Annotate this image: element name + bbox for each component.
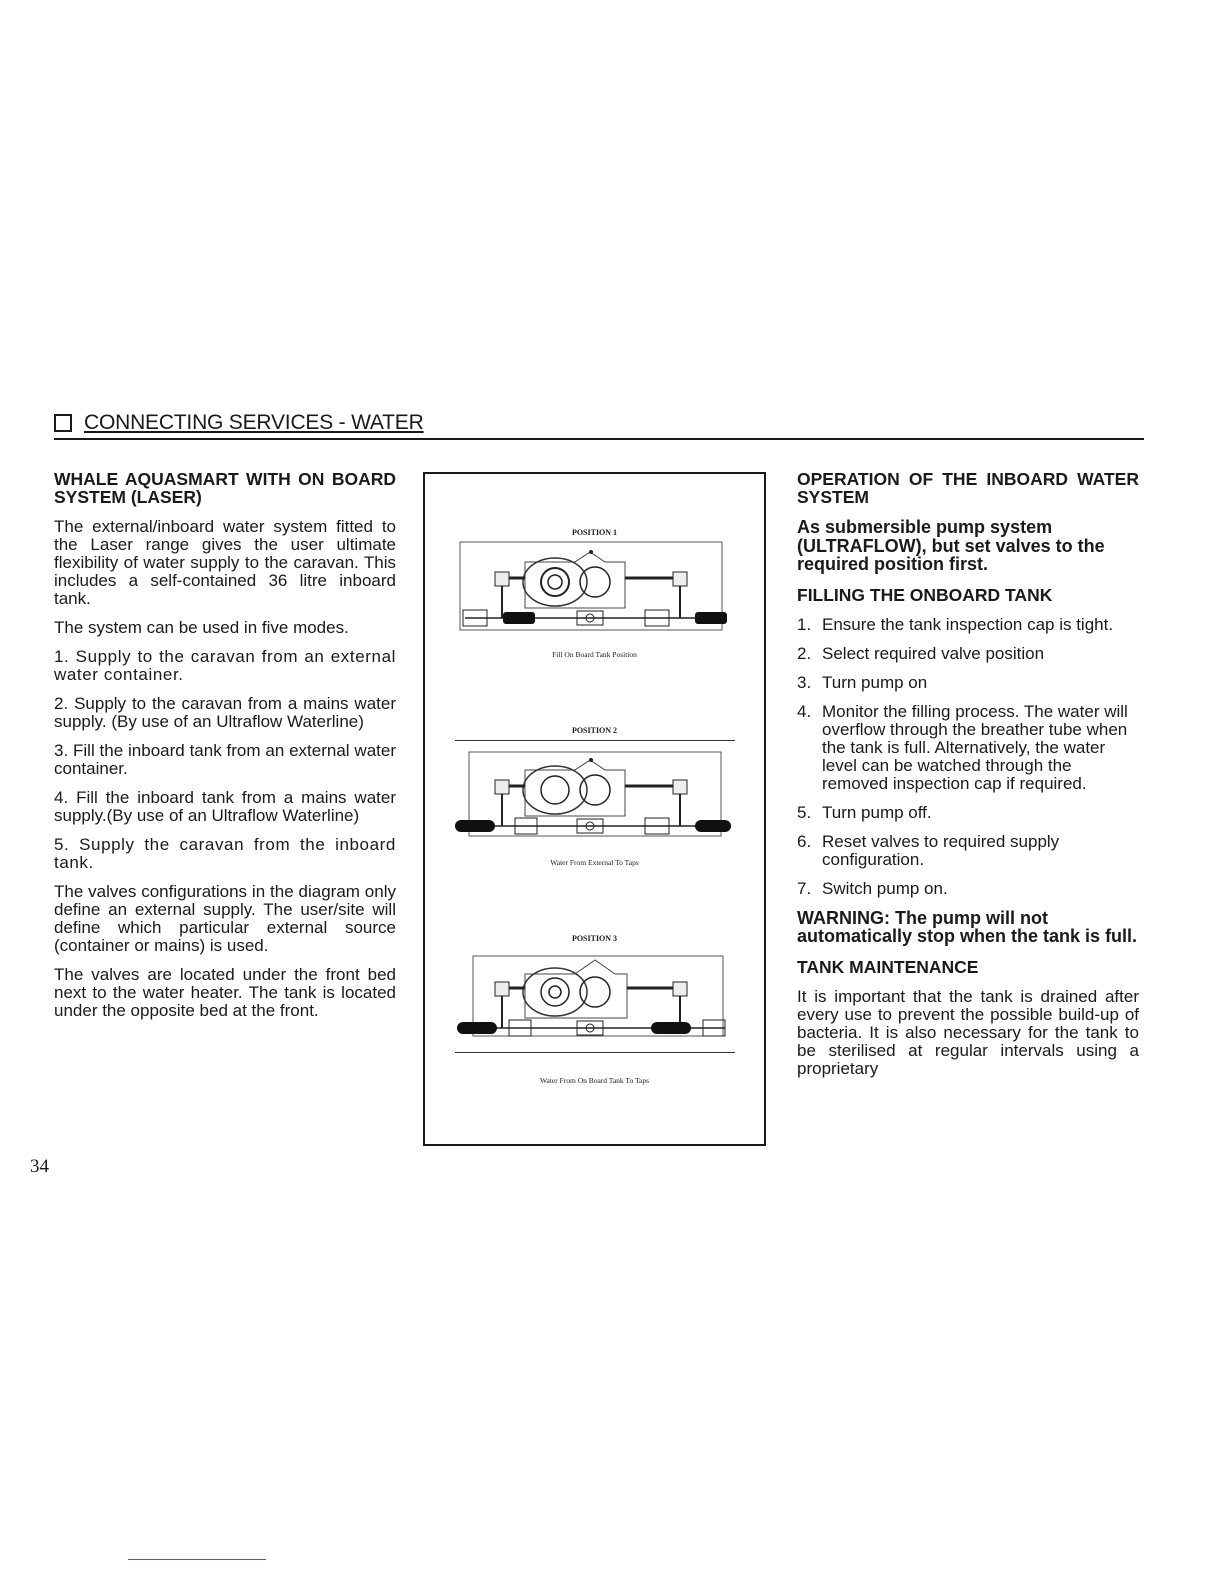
paragraph: The valves are located under the front bed next to the water heater. The tank is located under the opposite bed at the front. [54, 965, 396, 1020]
mode-item: 5. Supply the caravan from the inboard tank. [54, 835, 396, 872]
position-caption: Water From On Board Tank To Taps [539, 1076, 650, 1085]
list-item: 2. Select required valve position [797, 643, 1045, 663]
mode-item: 3. Fill the inboard tank from an external water container. [54, 741, 396, 778]
paragraph: The system can be used in five modes. [54, 618, 349, 637]
filling-heading: FILLING THE ONBOARD TANK [797, 584, 1053, 605]
paragraph: The valves configurations in the diagram only define an external supply. The user/site will define which particular external source (container or mains) is used. [54, 882, 396, 955]
right-heading: OPERATION OF THE INBOARD WATER SYSTEM [797, 469, 1139, 507]
warning-text: WARNING: The pump will not automatically stop when the tank is full. [797, 907, 1138, 946]
valve-diagram-image [455, 950, 735, 1050]
divider [455, 1052, 735, 1053]
mode-item: 2. Supply to the caravan from a mains water supply. (By use of an Ultraflow Waterline) [54, 694, 396, 731]
list-item: 1. Ensure the tank inspection cap is tight. [797, 614, 1114, 634]
position-label: POSITION 3 [571, 934, 618, 943]
position-caption: Water From External To Taps [550, 858, 639, 867]
left-heading: WHALE AQUASMART WITH ON BOARD SYSTEM (LASER) [54, 469, 396, 507]
list-item: 4. Monitor the filling process. The water will overflow through the breather tube when the tank is full. Alternatively, the water level can be watched through the removed inspection cap if required. [797, 701, 1128, 793]
valve-diagram-figure [423, 472, 766, 1146]
position-label: POSITION 2 [571, 726, 618, 735]
valve-diagram-image [455, 538, 735, 638]
list-item: 5. Turn pump off. [797, 802, 932, 822]
maintenance-heading: TANK MAINTENANCE [797, 956, 979, 977]
position-label: POSITION 1 [571, 528, 618, 537]
lead-text: As submersible pump system (ULTRAFLOW), but set valves to the required position first. [797, 517, 1105, 574]
mode-item: 1. Supply to the caravan from an external water container. [54, 647, 396, 684]
section-title: CONNECTING SERVICES - WATER [84, 411, 424, 434]
paragraph: The external/inboard water system fitted to the Laser range gives the user ultimate flexibility of water supply to the caravan. This includes a self-contained 36 litre inboard tank. [54, 517, 396, 608]
list-item: 7. Switch pump on. [797, 878, 948, 898]
filling-steps [797, 616, 1139, 898]
footer-rule [128, 1559, 266, 1560]
left-column [54, 470, 396, 1031]
mode-item: 4. Fill the inboard tank from a mains water supply.(By use of an Ultraflow Waterline) [54, 788, 396, 825]
maintenance-text: It is important that the tank is drained after every use to prevent the possible build-up of bacteria. It is also necessary for the tank to be sterilised at regular intervals using a proprietary [797, 986, 1139, 1078]
page-number: 34 [30, 1156, 49, 1177]
list-item: 6. Reset valves to required supply configuration. [797, 831, 1060, 869]
valve-diagram-image [455, 748, 735, 848]
section-header [54, 412, 1144, 440]
right-column [797, 470, 1139, 1089]
list-item: 3. Turn pump on [797, 672, 928, 692]
divider [455, 740, 735, 741]
checkbox-square-icon [54, 414, 72, 432]
position-caption: Fill On Board Tank Position [552, 650, 637, 659]
